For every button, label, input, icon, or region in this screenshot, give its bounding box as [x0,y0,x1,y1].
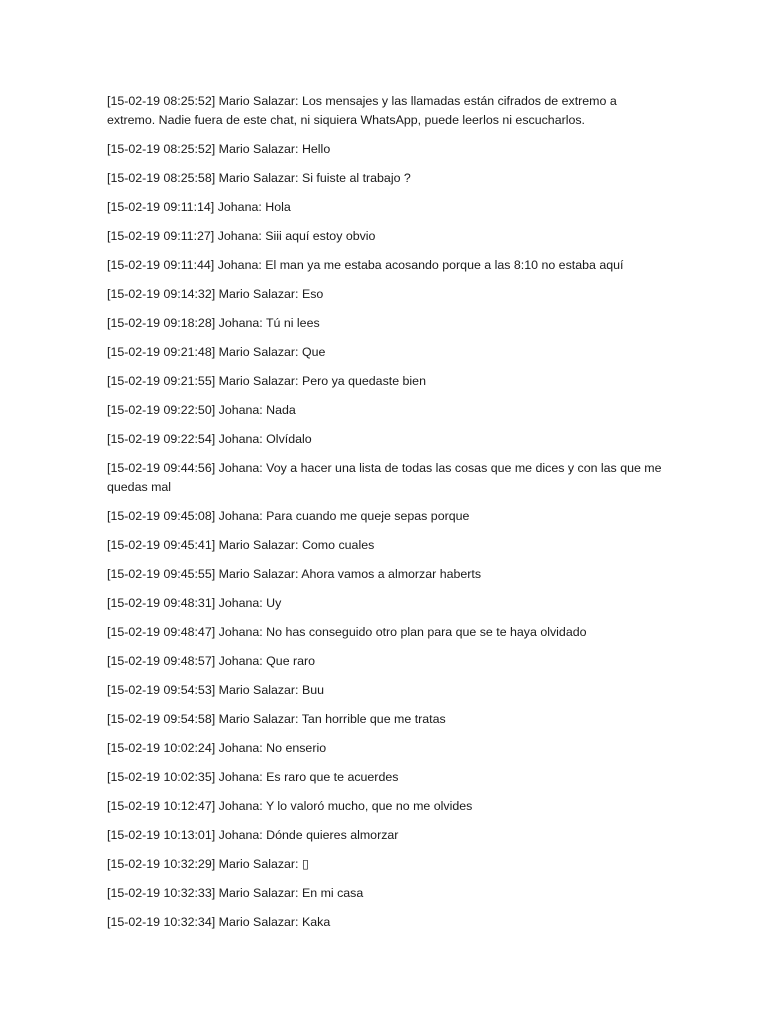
message-author: Mario Salazar: [218,345,299,359]
message-text: Tú ni lees [265,316,320,330]
message-timestamp: [15-02-19 09:11:27] [107,229,215,243]
message-author: Mario Salazar: [218,683,299,697]
message-text: Los mensajes y las llamadas están cifrados de extremo a extremo. Nadie fuera de este chat, ni siquiera WhatsApp, puede leerlos ni escucharlos. [107,94,617,127]
message-author: Mario Salazar: [218,374,299,388]
message-text: Nada [266,403,296,417]
message-author: Mario Salazar: [218,886,299,900]
message-text: Olvídalo [266,432,312,446]
message-text: Kaka [301,915,331,929]
message-text: Uy [266,596,282,610]
message-timestamp: [15-02-19 09:22:54] [107,432,216,446]
message-author: Mario Salazar: [218,538,299,552]
message-author: Mario Salazar: [218,171,299,185]
chat-message [107,652,667,671]
chat-message [107,285,667,304]
message-author: Johana: [218,403,263,417]
message-text: No enserio [266,741,327,755]
message-text: Hello [301,142,331,156]
message-author: Johana: [217,229,262,243]
message-timestamp: [15-02-19 09:48:31] [107,596,216,610]
message-author: Johana: [218,741,263,755]
chat-message [107,797,667,816]
message-timestamp: [15-02-19 10:13:01] [107,828,216,842]
message-timestamp: [15-02-19 09:54:58] [107,712,216,726]
message-author: Mario Salazar: [218,712,299,726]
chat-message [107,739,667,758]
message-timestamp: [15-02-19 09:45:08] [107,509,216,523]
message-author: Johana: [218,770,263,784]
chat-message [107,92,667,130]
chat-message [107,227,667,246]
message-text: No has conseguido otro plan para que se te haya olvidado [266,625,587,639]
message-text: Pero ya quedaste bien [301,374,426,388]
message-author: Johana: [218,509,263,523]
message-text: Dónde quieres almorzar [266,828,399,842]
message-timestamp: [15-02-19 09:48:47] [107,625,216,639]
chat-message [107,430,667,449]
message-author: Mario Salazar: [218,857,299,871]
chat-message [107,565,667,584]
message-author: Johana: [218,596,263,610]
message-timestamp: [15-02-19 09:45:55] [107,567,216,581]
message-text: Hola [265,200,291,214]
message-author: Johana: [218,316,263,330]
message-timestamp: [15-02-19 08:25:52] [107,94,216,108]
message-timestamp: [15-02-19 09:22:50] [107,403,216,417]
message-timestamp: [15-02-19 09:45:41] [107,538,216,552]
message-timestamp: [15-02-19 09:11:44] [107,258,215,272]
message-author: Mario Salazar: [218,567,299,581]
chat-message [107,536,667,555]
chat-message [107,256,667,275]
chat-message [107,826,667,845]
message-timestamp: [15-02-19 10:32:29] [107,857,216,871]
message-text: Voy a hacer una lista de todas las cosas que me dices y con las que me quedas mal [107,461,662,494]
chat-message [107,459,667,497]
message-timestamp: [15-02-19 09:54:53] [107,683,216,697]
message-timestamp: [15-02-19 08:25:52] [107,142,216,156]
message-timestamp: [15-02-19 09:11:14] [107,200,215,214]
message-timestamp: [15-02-19 09:44:56] [107,461,216,475]
message-timestamp: [15-02-19 10:12:47] [107,799,216,813]
chat-message [107,140,667,159]
message-author: Johana: [218,461,263,475]
message-text: Eso [301,287,324,301]
message-text: Como cuales [301,538,375,552]
message-author: Johana: [217,258,262,272]
chat-message [107,913,667,932]
message-author: Mario Salazar: [218,287,299,301]
message-text: Para cuando me queje sepas porque [266,509,470,523]
message-author: Mario Salazar: [218,142,299,156]
chat-message [107,198,667,217]
message-timestamp: [15-02-19 10:32:33] [107,886,216,900]
message-text: Que raro [266,654,316,668]
message-text: Si fuiste al trabajo ? [301,171,411,185]
message-text: Que [301,345,326,359]
message-timestamp: [15-02-19 09:21:48] [107,345,216,359]
message-timestamp: [15-02-19 09:21:55] [107,374,216,388]
chat-message [107,681,667,700]
message-author: Johana: [218,625,263,639]
message-text: Buu [301,683,325,697]
message-text: Tan horrible que me tratas [301,712,446,726]
message-text: Es raro que te acuerdes [266,770,399,784]
chat-log [107,92,667,942]
chat-message [107,169,667,188]
message-author: Mario Salazar: [218,915,299,929]
chat-message [107,372,667,391]
message-timestamp: [15-02-19 10:32:34] [107,915,216,929]
message-timestamp: [15-02-19 10:02:24] [107,741,216,755]
message-timestamp: [15-02-19 10:02:35] [107,770,216,784]
message-text: Siii aquí estoy obvio [265,229,376,243]
chat-message [107,401,667,420]
chat-message [107,768,667,787]
message-author: Johana: [217,200,262,214]
chat-message [107,855,667,874]
message-text: ▯ [301,857,309,871]
message-author: Johana: [218,432,263,446]
chat-message [107,594,667,613]
message-text: En mi casa [301,886,364,900]
message-timestamp: [15-02-19 08:25:58] [107,171,216,185]
message-timestamp: [15-02-19 09:14:32] [107,287,216,301]
message-timestamp: [15-02-19 09:48:57] [107,654,216,668]
message-author: Johana: [218,654,263,668]
chat-message [107,314,667,333]
message-author: Johana: [218,799,263,813]
message-author: Mario Salazar: [218,94,299,108]
message-text: Y lo valoró mucho, que no me olvides [265,799,473,813]
chat-message [107,507,667,526]
message-author: Johana: [218,828,263,842]
chat-message [107,343,667,362]
chat-message [107,884,667,903]
message-text: El man ya me estaba acosando porque a las 8:10 no estaba aquí [265,258,624,272]
chat-message [107,623,667,642]
message-text: Ahora vamos a almorzar haberts [301,567,482,581]
message-timestamp: [15-02-19 09:18:28] [107,316,216,330]
chat-message [107,710,667,729]
